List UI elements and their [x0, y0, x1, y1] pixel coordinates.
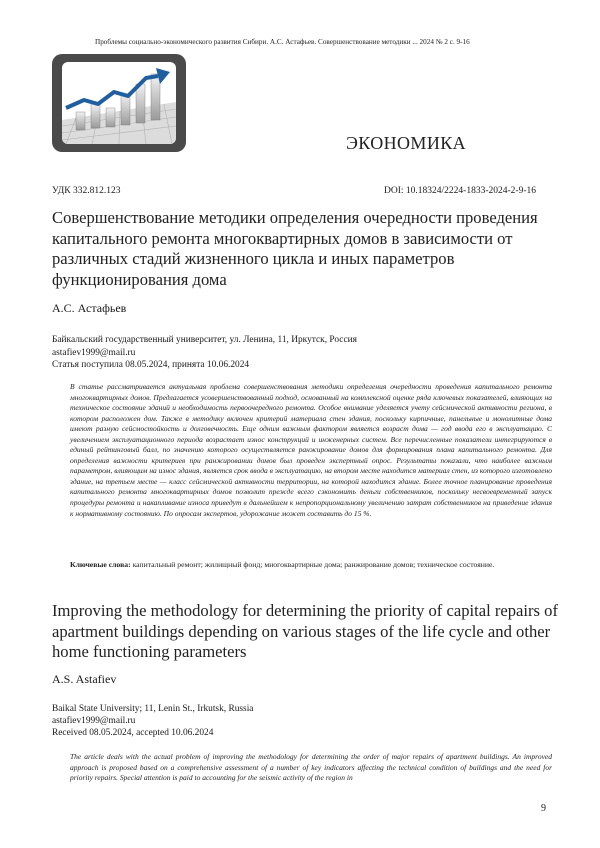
section-heading: ЭКОНОМИКА: [346, 133, 467, 153]
affiliation-en: [52, 703, 552, 740]
doi[interactable]: DOI: 10.18324/2224-1833-2024-2-9-16: [384, 186, 536, 196]
affiliation-org-en: Baikal State University; 11, Lenin St., Irkutsk, Russia: [52, 704, 254, 714]
author-ru: А.С. Астафьев: [52, 301, 127, 315]
growth-chart-icon: [62, 62, 176, 144]
author-email[interactable]: astafiev1999@mail.ru: [52, 347, 136, 358]
keywords-text: капитальный ремонт; жилищный фонд; многоквартирные дома; ранжирование домов; техническое состояние.: [130, 560, 495, 569]
page-number: 9: [541, 803, 546, 814]
affiliation-ru: [52, 334, 552, 372]
abstract-en: The article deals with the actual problem of improving the methodology for determining the order of major repairs of apartment buildings. An improved approach is proposed based on a comprehensive assessment of a number of key indicators affecting the technical condition of buildings and the need for priority repairs. Special attention is paid to accounting for the seismic activity of the region in: [70, 752, 552, 783]
affiliation-org: Байкальский государственный университет, ул. Ленина, 11, Иркутск, Россия: [52, 335, 357, 345]
keywords-label: Ключевые слова:: [70, 560, 131, 569]
article-title-en: Improving the methodology for determining the priority of capital repairs of apartment buildings depending on various stages of the life cycle and other home functioning parameters: [52, 601, 558, 661]
article-title-ru: Совершенствование методики определения очередности проведения капитального ремонта многоквартирных домов в зависимости от различных стадий жизненного цикла и иных параметров функционирования дома: [52, 208, 538, 289]
submission-dates-en: Received 08.05.2024, accepted 10.06.2024: [52, 728, 214, 739]
abstract-ru: В статье рассматривается актуальная проблема совершенствования методики определения очередности проведения капитального ремонта многоквартирных домов. Предлагается усовершенствованный подход, основанный на комплексной оценке ряда ключевых показателей, влияющих на техническое состояние зданий и необходимость первоочередного ремонта. Особое внимание уделяется учету сейсмической активности региона, в котором расположен дом. Также в методику включен критерий материала стен здания, поскольку кирпичные, панельные и монолитные дома имеют разную сейсмостойкость и долговечность. Еще одним важным фактором является возраст дома — год ввода его в эксплуатацию. С увеличением эксплуатационного периода возрастает износ конструкций и инженерных систем. Все перечисленные показатели интегрируются в единый рейтинговый балл, по значению которого осуществляется ранжирование домов для формирования плана капитального ремонта. Для определения важности критериев при ранжировании домов был проведен экспертный опрос. Результаты показали, что наиболее важным параметром, влияющим на износ здания, является срок ввода в эксплуатацию, на втором месте находится материал стен, из которого изготовлено здание, на третьем месте — класс сейсмической активности территории, на которой находится здание. Более точное планирование проведения капитального ремонта многоквартирных домов позволит прежде всего сэкономить деньги собственников, поскольку несвоевременный запуск процедуры ремонта и накапливание износа приведут в дальнейшем к непропорциональному увеличению затрат собственников на приведение здания к нормативному состоянию. По опросам экспертов, удорожание может составить до 15 %.: [70, 382, 552, 518]
journal-logo: [52, 54, 186, 152]
author-email-en[interactable]: astafiev1999@mail.ru: [52, 716, 136, 727]
author-en: A.S. Astafiev: [52, 672, 117, 686]
running-header: Проблемы социально-экономического развития Сибири. А.С. Астафьев. Совершенствование методики ... 2024 № 2 с. 9-16: [95, 38, 470, 46]
udk-code: УДК 332.812.123: [52, 186, 121, 196]
submission-dates: Статья поступила 08.05.2024, принята 10.06.2024: [52, 360, 250, 370]
keywords-ru: [70, 560, 552, 570]
